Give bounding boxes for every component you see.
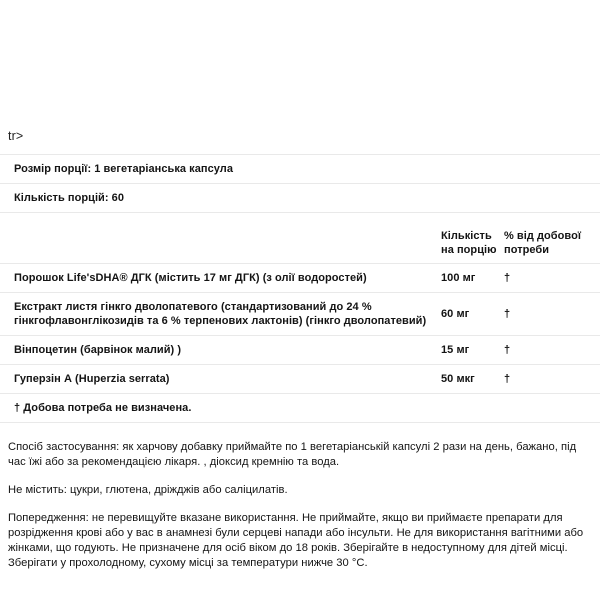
table-spacer-cell-dv (504, 213, 600, 222)
nutrient-daily-value: † (504, 264, 600, 293)
nutrient-amount: 15 мг (441, 336, 504, 365)
nutrient-amount: 50 мкг (441, 365, 504, 394)
nutrient-amount: 100 мг (441, 264, 504, 293)
nutrient-name: Гуперзін А (Huperzia serrata) (0, 365, 441, 394)
table-row (0, 336, 600, 365)
servings-per-container-text: Кількість порцій: 60 (0, 184, 600, 213)
nutrient-daily-value: † (504, 293, 600, 336)
nutrient-name: Вінпоцетин (барвінок малий) ) (0, 336, 441, 365)
warning-paragraph: Попередження: не перевищуйте вказане використання. Не приймайте, якщо ви приймаєте препарати для розрідження крові або у вас в анамнезі були серцеві напади або інсульти. Не для використання вагітними або жінками, що годують. Не призначене для осіб віком до 18 років. Зберігайте в недоступному для дітей місці. Зберігати у прохолодному, сухому місці за температури нижче 30 °С. (8, 512, 584, 569)
nutrient-name: Порошок Life'sDHA® ДГК (містить 17 мг ДГК) (з олії водоростей) (0, 264, 441, 293)
daily-value-footnote: † Добова потреба не визначена. (0, 394, 600, 423)
directions-paragraph: Спосіб застосування: як харчову добавку приймайте по 1 вегетаріанській капсулі 2 рази на день, бажано, під час їжі або за рекомендацією лікаря. , діоксид кремнію та вода. (8, 441, 577, 468)
table-header-row (0, 221, 600, 264)
header-percent-daily-value: % від добової потреби (504, 221, 600, 264)
header-amount-per-serving: Кількість на порцію (441, 221, 504, 264)
table-spacer-cell-name (0, 213, 441, 222)
nutrient-amount: 60 мг (441, 293, 504, 336)
nutrient-daily-value: † (504, 336, 600, 365)
header-nutrient-name (0, 221, 441, 264)
free-from-paragraph: Не містить: цукри, глютена, дріжджів або саліцилатів. (8, 484, 288, 496)
nutrient-daily-value: † (504, 365, 600, 394)
servings-per-container-row (0, 184, 600, 213)
table-spacer-row (0, 213, 600, 222)
serving-size-text: Розмір порції: 1 вегетаріанська капсула (0, 155, 600, 184)
table-spacer-cell-amount (441, 213, 504, 222)
table-row (0, 293, 600, 336)
nutrient-name: Екстракт листя гінкго дволопатевого (стандартизований до 24 % гінкгофлавонглікозидів та 6 % терпенових лактонів) (гінкго дволопатевий) (0, 293, 441, 336)
serving-size-row (0, 155, 600, 184)
daily-value-footnote-row (0, 394, 600, 423)
product-body-copy (0, 440, 600, 571)
supplement-facts-table (0, 154, 600, 423)
table-row (0, 365, 600, 394)
stray-markup-fragment: tr> (8, 129, 24, 143)
table-row (0, 264, 600, 293)
